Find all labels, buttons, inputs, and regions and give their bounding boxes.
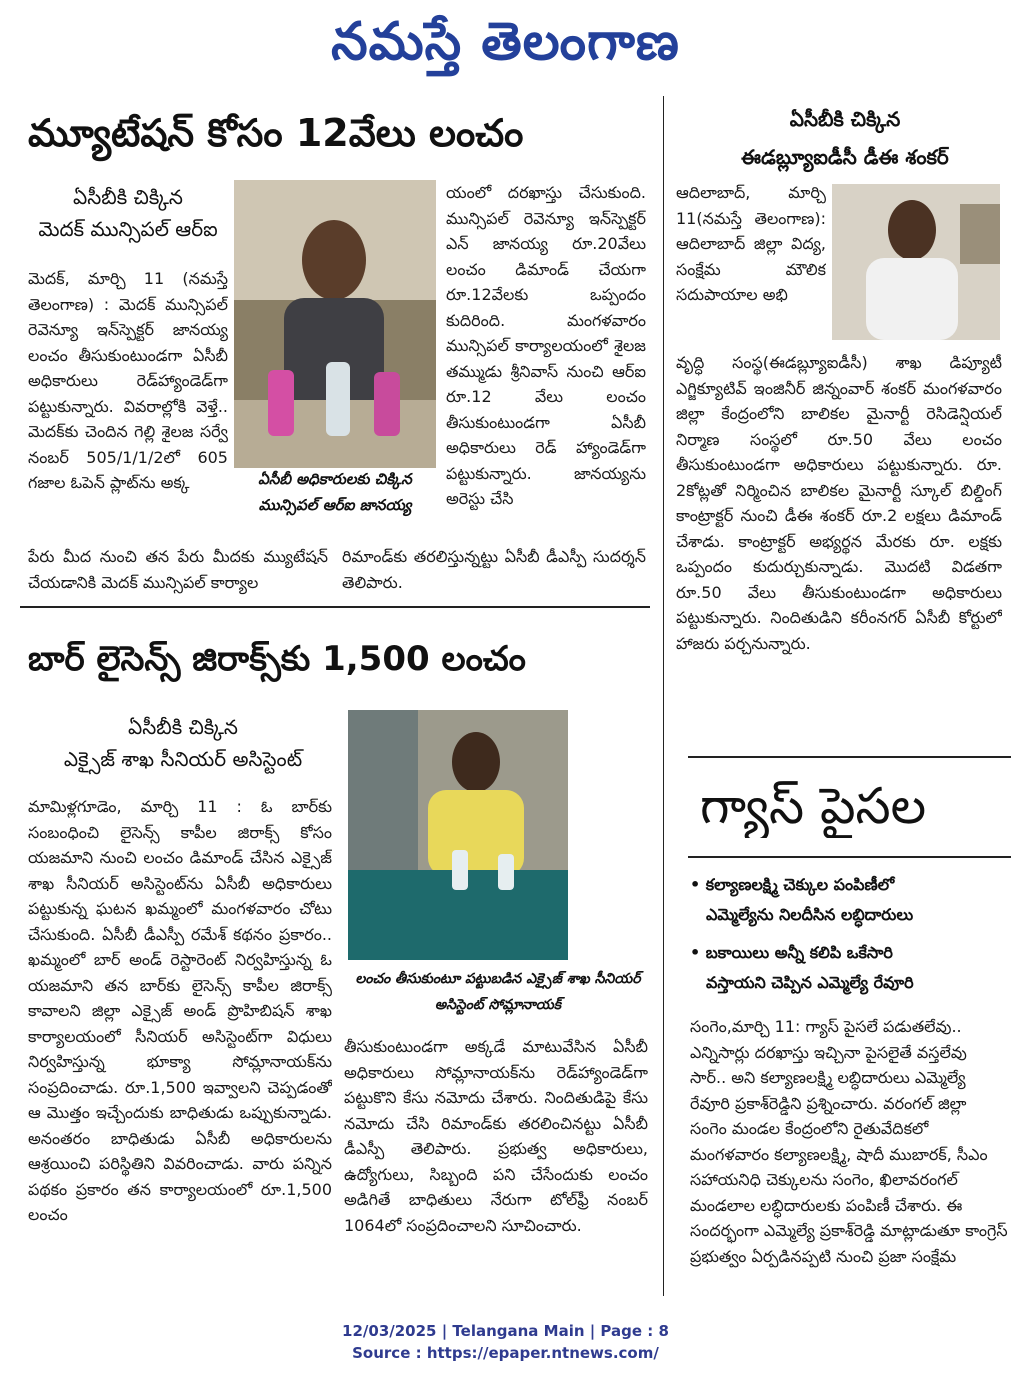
masthead-title: నమస్తే తెలంగాణ bbox=[331, 11, 680, 72]
story2-subhead-1: ఏసీబీకి చిక్కిన bbox=[789, 107, 901, 131]
story4-headline: గ్యాస్ పైసల bbox=[700, 777, 927, 835]
story4-bullet-1: • కల్యాణలక్ష్మి చెక్కుల పంపిణీలో bbox=[690, 875, 895, 894]
story2-column-body-text: వృద్ధి సంస్థ(ఈడబ్ల్యూఐడీసీ) శాఖ డిప్యూటీ ఎగ్జిక్యూటివ్ ఇంజినీర్ జిన్నంవార్ శంకర్ మంగళవారం జిల్లా కేంద్రంలోని బాలికల మైనార్టీ రెసిడెన్షియల్ నిర్మాణ సంస్థలో రూ.50 వేలు లంచం తీసుకుంటుండగా అధికారులు పట్టుకున్నారు. రూ. 2కోట్లతో నిర్మించిన బాలికల మైనార్టీ స్కూల్ బిల్డింగ్ కాంట్రాక్టర్ నుంచి డీఈ శంకర్ రూ.2 లక్షలు డిమాండ్ చేశాడు. కాంట్రాక్టర్ అభ్యర్థన మేరకు రూ. లక్షకు ఒప్పందం కుదుర్చుకున్నాడు. మొదటి విడతగా రూ.50 వేలు తీసుకుంటుండగా అధికారులు పట్టుకున్నారు. నిందితుడిని కరీంనగర్ ఏసీబీ కోర్టులో హాజరు పర్చనున్నారు. bbox=[676, 353, 1002, 653]
story2-photo-illustration bbox=[832, 184, 1000, 340]
story3-photo bbox=[348, 710, 568, 960]
story3-subhead-1: ఏసీబీకి చిక్కిన bbox=[128, 715, 238, 739]
story1-bottom-left bbox=[28, 544, 328, 596]
column-divider bbox=[663, 96, 664, 1296]
right-story-divider bbox=[688, 756, 1011, 758]
story1-subhead-2: మెదక్ మున్సిపల్ ఆర్ఐ bbox=[38, 217, 218, 241]
story4-column-body bbox=[690, 1014, 1008, 1296]
story1-photo-illustration bbox=[234, 180, 436, 468]
story2-column-body bbox=[676, 350, 1002, 738]
story2-column-top bbox=[676, 180, 826, 350]
story3-headline: బార్ లైసెన్స్ జిరాక్స్‌కు 1,500 లంచం bbox=[28, 639, 526, 679]
story1-column-2-text: యంలో దరఖాస్తు చేసుకుంది. మున్సిపల్ రెవెన్యూ ఇన్‌స్పెక్టర్ ఎన్ జానయ్య రూ.20వేలు లంచం డిమాండ్ చేయగా రూ.12వేలకు ఒప్పందం కుదిరింది. మంగళవారం మున్సిపల్ కార్యాలయంలో శైలజ తమ్ముడు శ్రీనివాస్ నుంచి ఆర్ఐ రూ.12 వేలు లంచం తీసుకుంటుండగా ఏసీబీ అధికారులు రెడ్ హ్యాండెడ్‌గా పట్టుకున్నారు. జానయ్యను అరెస్టు చేసి bbox=[446, 183, 646, 508]
story1-bottom-left-text: పేరు మీద నుంచి తన పేరు మీదకు మ్యుటేషన్ చేయడానికి మెదక్ మున్సిపల్ కార్యాల bbox=[28, 547, 328, 592]
story4-bullet-1b: ఎమ్మెల్యేను నిలదీసిన లబ్ధిదారులు bbox=[706, 905, 914, 924]
story1-bottom-right bbox=[342, 544, 646, 596]
story4-bullet-2: • బకాయిలు అన్నీ కలిపి ఒకేసారి bbox=[690, 943, 893, 962]
footer-date-line: 12/03/2025 | Telangana Main | Page : 8 bbox=[342, 1322, 669, 1340]
story1-column-1-text: మెదక్, మార్చి 11 (నమస్తే తెలంగాణ) : మెదక్ మున్సిపల్ రెవెన్యూ ఇన్‌స్పెక్టర్ జానయ్య లంచం తీసుకుంటుండగా ఏసీబీ అధికారులు రెడ్‌హ్యాండెడ్‌గా పట్టుకున్నారు. వివరాల్లోకి వెళ్తే.. మెదక్‌కు చెందిన గెల్లి శైలజ సర్వే నంబర్ 505/1/1/2లో 605 గజాల ఓపెన్ ప్లాట్‌ను అక్క bbox=[28, 269, 228, 492]
story1-bottom-right-text: రిమాండ్‌కు తరలిస్తున్నట్టు ఏసీబీ డీఎస్పీ సుదర్శన్ తెలిపారు. bbox=[342, 547, 646, 592]
story2-column-top-text: ఆదిలాబాద్, మార్చి 11(నమస్తే తెలంగాణ): ఆదిలాబాద్ జిల్లా విద్య, సంక్షేమ మౌలిక సదుపాయాల అభి bbox=[676, 183, 826, 304]
story4-bullet-1-text: కల్యాణలక్ష్మి చెక్కుల పంపిణీలో bbox=[705, 875, 895, 894]
story2-photo bbox=[832, 184, 1000, 340]
story4-bullet-2b: వస్తాయని చెప్పిన ఎమ్మెల్యే రేవూరి bbox=[706, 973, 914, 992]
story3-photo-illustration bbox=[348, 710, 568, 960]
story2-subhead-2: ఈడబ్ల్యూఐడీసీ డీఈ శంకర్ bbox=[741, 145, 949, 169]
story3-column-1-text: మామిళ్లగూడెం, మార్చి 11 : ఓ బార్‌కు సంబంధించి లైసెన్స్ కాపీల జిరాక్స్ కోసం యజమాని నుంచి లంచం డిమాండ్ చేసిన ఎక్సైజ్ శాఖ సీనియర్ అసిస్టెంట్‌ను ఏసీబీ అధికారులు పట్టుకున్న ఘటన ఖమ్మంలో మంగళవారం చోటు చేసుకుంది. ఏసీబీ డీఎస్పీ రమేశ్ కథనం ప్రకారం.. ఖమ్మంలో బార్ అండ్ రెస్టారెంట్ నిర్వహిస్తున్న ఓ యజమాని తన బార్‌కు లైసెన్స్ కాపీల జిరాక్స్ కావాలని జిల్లా ఎక్సైజ్ అండ్ ప్రొహిబిషన్ శాఖ కార్యాలయంలో సీనియర్ అసిస్టెంట్‌గా విధులు నిర్వహిస్తున్న భూక్యా సోమ్లానాయక్‌ను సంప్రదించాడు. రూ.1,500 ఇవ్వాలని చెప్పడంతో ఆ మొత్తం ఇచ్చేందుకు బాధితుడు ఒప్పుకున్నాడు. అనంతరం బాధితుడు ఏసీబీ అధికారులను ఆశ్రయించి పరిస్థితిని వివరించాడు. వారు పన్నిన పథకం ప్రకారం తన కార్యాలయంలో రూ.1,500 లంచం bbox=[28, 797, 332, 1224]
story1-headline: మ్యూటేషన్ కోసం 12వేలు లంచం bbox=[28, 111, 524, 155]
story4-bullet-2-text: బకాయిలు అన్నీ కలిపి ఒకేసారి bbox=[705, 943, 893, 962]
story1-column-2 bbox=[446, 180, 646, 542]
story3-column-2 bbox=[344, 1034, 648, 1296]
story-divider bbox=[20, 606, 650, 608]
story1-photo bbox=[234, 180, 436, 468]
footer-source-line: Source : https://epaper.ntnews.com/ bbox=[352, 1344, 659, 1362]
story4-divider bbox=[688, 856, 1011, 858]
story4-column-body-text: సంగెం,మార్చి 11: గ్యాస్ పైసలే పడుతలేవు.. ఎన్నిసార్లు దరఖాస్తు ఇచ్చినా పైసలైతే వస్తలేవు సార్.. అని కల్యాణలక్ష్మి లబ్ధిదారులు ఎమ్మెల్యే రేవూరి ప్రకాశ్‌రెడ్డిని ప్రశ్నించారు. వరంగల్ జిల్లా సంగెం మండల కేంద్రంలోని రైతువేదికలో మంగళవారం కల్యాణలక్ష్మి, షాదీ ముబారక్, సీఎం సహాయనిధి చెక్కులను సంగెం, ఖిలావరంగల్ మండలాల లబ్ధిదారులకు పంపిణీ చేశారు. ఈ సందర్భంగా ఎమ్మెల్యే ప్రకాశ్‌రెడ్డి మాట్లాడుతూ కాంగ్రెస్ ప్రభుత్వం ఏర్పడినప్పటి నుంచి ప్రజా సంక్షేమ bbox=[690, 1017, 1008, 1266]
story1-subhead-1: ఏసీబీకి చిక్కిన bbox=[73, 185, 183, 209]
story1-column-1 bbox=[28, 266, 228, 542]
story3-column-2-text: తీసుకుంటుండగా అక్కడే మాటువేసిన ఏసీబీ అధికారులు సోమ్లానాయక్‌ను రెడ్‌హ్యాండెడ్‌గా పట్టుకొని కేసు నమోదు చేశారు. నిందితుడిపై కేసు నమోదు చేసి రిమాండ్‌కు తరలించినట్టు ఏసీబీ డీఎస్పీ తెలిపారు. ప్రభుత్వ అధికారులు, ఉద్యోగులు, సిబ్బంది పని చేసేందుకు లంచం అడిగితే బాధితులు నేరుగా టోల్‌ఫ్రీ నంబర్ 1064లో సంప్రదించాలని సూచించారు. bbox=[344, 1037, 648, 1235]
story3-subhead-2: ఎక్సైజ్ శాఖ సీనియర్ అసిస్టెంట్ bbox=[63, 747, 303, 771]
story1-photo-caption: ఏసీబీ అధికారులకు చిక్కిన మున్సిపల్ ఆర్ఐ జానయ్య bbox=[258, 470, 412, 514]
story3-column-1 bbox=[28, 794, 332, 1294]
story3-photo-caption: లంచం తీసుకుంటూ పట్టుబడిన ఎక్సైజ్ శాఖ సీనియర్ అసిస్టెంట్ సోమ్లానాయక్ bbox=[355, 971, 641, 1013]
